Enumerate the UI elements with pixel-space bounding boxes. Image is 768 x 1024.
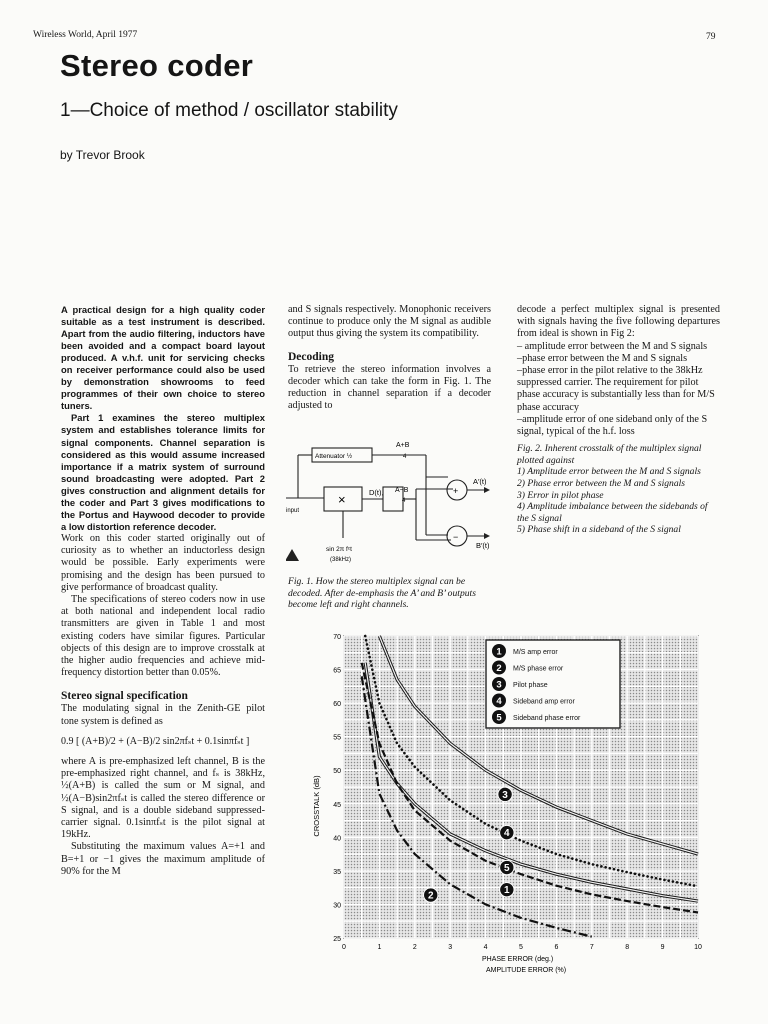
reference-triangle bbox=[286, 549, 299, 561]
y-axis-label: CROSSTALK (dB) bbox=[312, 775, 321, 837]
multiply-symbol: × bbox=[338, 492, 346, 507]
caption-item: 3) Error in pilot phase bbox=[517, 489, 604, 501]
figure-1-decoder-diagram bbox=[286, 438, 510, 572]
body-paragraph: where A is pre-emphasized left channel, B is the pre-emphasized right channel, and fₛ is 38kHz, ½(A+B) is called the sum or M signal, and ½(A−B)sin2πfₛt is called the stereo difference or S signal, and is a double sideband suppressed-carrier signal. 0.1sinπfₛt is the pilot signal at 19kHz. bbox=[61, 755, 265, 841]
body-paragraph: To retrieve the stereo information involves a decoder which can take the form in Fig. 1. The reduction in channel separation if a decoder adjusted to bbox=[288, 363, 491, 412]
list-item: –phase error between the M and S signals bbox=[517, 352, 688, 364]
curve-label-text: 3 bbox=[502, 789, 508, 801]
curve-label-text: 2 bbox=[427, 890, 434, 902]
caption-item: 5) Phase shift in a sideband of the S signal bbox=[517, 524, 681, 536]
legend-entry: Pilot phase bbox=[513, 682, 548, 689]
x-axis-label: PHASE ERROR (deg.) bbox=[482, 956, 554, 963]
intro-paragraph: A practical design for a high quality coder suitable as a test instrument is described. Apart from the audio filtering, inductors have been avoided and a compact board layout produced. A v.h.f. unit for servicing checks on receiver performance could also be used by demonstration showrooms to feed programmes of their own choice to stereo tuners. bbox=[61, 304, 265, 412]
legend-entry: M/S amp error bbox=[513, 649, 558, 656]
legend-marker-number: 3 bbox=[496, 679, 502, 691]
x-tick-label: 8 bbox=[625, 944, 630, 951]
list-item: –phase error in the pilot relative to the 38kHz suppressed carrier. The requirement for pilot phase accuracy is substantially less than for M/S phase accuracy bbox=[517, 365, 715, 413]
sum-numerator: A+B bbox=[396, 442, 410, 449]
column-3 bbox=[517, 304, 720, 536]
crosstalk-chart-svg bbox=[296, 626, 720, 980]
curve-label-text: 1 bbox=[504, 885, 510, 897]
x-tick-label: 4 bbox=[483, 944, 488, 951]
section-heading: Stereo signal specification bbox=[61, 690, 188, 703]
caption-item: 2) Phase error between the M and S signals bbox=[517, 478, 686, 490]
diff-numerator: A−B bbox=[395, 487, 409, 494]
curve-label-text: 5 bbox=[504, 863, 510, 875]
intro-paragraph-2: Part 1 examines the stereo multiplex system and establishes tolerance limits for signal components. Channel separation is considered as this would assume increased importance if a matrix system of surround sound broadcasting were adopted. Part 2 gives construction and alignment details for the coder and Part 3 gives modifications to the Portus and Haywood decoder to provide a low distortion reference decoder. bbox=[61, 412, 265, 532]
x-tick-label: 5 bbox=[519, 944, 523, 951]
x-tick-label: 9 bbox=[660, 944, 665, 951]
plus-symbol: + bbox=[453, 486, 459, 496]
dt-label: D(t), bbox=[369, 488, 384, 497]
legend-marker-number: 2 bbox=[496, 663, 502, 674]
input-label: input bbox=[286, 508, 300, 514]
y-tick-label: 30 bbox=[333, 902, 341, 910]
body-paragraph: The modulating signal in the Zenith-GE pilot tone system is defined as bbox=[61, 703, 265, 727]
legend-marker-number: 4 bbox=[496, 696, 502, 707]
caption-item: 1) Amplitude error between the M and S signals bbox=[517, 466, 701, 478]
y-tick-label: 50 bbox=[333, 768, 341, 776]
x-tick-label: 3 bbox=[448, 944, 453, 951]
x-axis-label-secondary: AMPLITUDE ERROR (%) bbox=[486, 967, 567, 974]
article-title: Stereo coder bbox=[60, 48, 254, 83]
body-paragraph: Work on this coder started originally out of curiosity as to whether an inductorless design would be possible. Early experiments were promising and the design has been pursued to give performance of broadcast quality. bbox=[61, 532, 265, 593]
y-tick-label: 25 bbox=[333, 936, 341, 943]
legend-entry: Sideband phase error bbox=[513, 715, 581, 722]
journal-header: Wireless World, April 1977 bbox=[33, 30, 138, 40]
y-tick-label: 70 bbox=[333, 634, 341, 641]
attenuator-label: Attenuator ½ bbox=[315, 453, 353, 460]
body-paragraph: Substituting the maximum values A=+1 and B=+1 or −1 gives the maximum amplitude of 90% for the M bbox=[61, 841, 265, 877]
article-subtitle: 1—Choice of method / oscillator stability bbox=[60, 100, 398, 121]
y-tick-label: 35 bbox=[333, 868, 341, 876]
carrier-frequency: (38kHz) bbox=[330, 557, 352, 563]
x-tick-label: 1 bbox=[377, 944, 382, 951]
y-tick-label: 65 bbox=[333, 667, 341, 675]
figure-2-caption bbox=[517, 443, 720, 536]
legend-entry: M/S phase error bbox=[513, 665, 564, 673]
column-2 bbox=[288, 304, 491, 412]
x-tick-label: 10 bbox=[694, 944, 702, 951]
legend-marker-number: 5 bbox=[496, 712, 502, 724]
byline: by Trevor Brook bbox=[60, 148, 145, 162]
x-tick-label: 2 bbox=[412, 944, 417, 951]
output-b-label: B′(t) bbox=[476, 541, 490, 550]
output-arrow-a bbox=[484, 487, 490, 493]
output-arrow-b bbox=[484, 533, 490, 539]
body-paragraph: The specifications of stereo coders now in use at both national and independent local radio transmitters are given in Table 1 and most existing coders have similar figures. Particular objects of this design are to improve crosstalk at the higher audio frequencies and achieve mid-frequency distortion better than 0.05%. bbox=[61, 593, 265, 679]
section-heading: Decoding bbox=[288, 350, 334, 363]
x-tick-label: 7 bbox=[589, 944, 594, 951]
x-tick-label: 0 bbox=[342, 944, 346, 951]
caption-title: Fig. 2. Inherent crosstalk of the multiplex signal plotted against bbox=[517, 443, 702, 466]
y-tick-label: 45 bbox=[333, 801, 341, 809]
figure-1-caption: Fig. 1. How the stereo multiplex signal can be decoded. After de-emphasis the A’ and B’ outputs become left and right channels. bbox=[288, 576, 476, 611]
curve-label-text: 4 bbox=[504, 828, 510, 840]
x-tick-label: 6 bbox=[554, 944, 559, 951]
sum-denominator: 4 bbox=[403, 454, 407, 460]
formula: 0.9 [ (A+B)/2 + (A−B)/2 sin2πfₛt + 0.1sinπfₛt ] bbox=[61, 735, 250, 747]
carrier-label: sin 2π fᶜt bbox=[326, 546, 352, 553]
caption-item: 4) Amplitude imbalance between the sidebands of the S signal bbox=[517, 501, 708, 524]
minus-symbol: − bbox=[453, 532, 459, 542]
legend-entry: Sideband amp error bbox=[513, 698, 575, 706]
y-tick-label: 60 bbox=[333, 701, 341, 709]
body-paragraph: decode a perfect multiplex signal is presented with signals having the five following departures from ideal is shown in Fig 2: bbox=[517, 304, 720, 340]
list-item: – amplitude error between the M and S signals bbox=[517, 340, 708, 352]
output-a-label: A′(t) bbox=[473, 477, 487, 486]
body-paragraph: and S signals respectively. Monophonic receivers continue to produce only the M signal as audible output thus giving the system its compatibility. bbox=[288, 304, 491, 340]
diff-denominator: 4 bbox=[402, 498, 406, 504]
list-item: –amplitude error of one sideband only of the S signal, typical of the h.f. loss bbox=[517, 413, 708, 438]
column-1 bbox=[61, 304, 265, 878]
y-tick-label: 55 bbox=[333, 734, 341, 742]
y-tick-label: 40 bbox=[333, 835, 341, 843]
figure-2-chart bbox=[296, 626, 720, 980]
legend-marker-number: 1 bbox=[496, 646, 502, 658]
page-number: 79 bbox=[706, 32, 716, 42]
